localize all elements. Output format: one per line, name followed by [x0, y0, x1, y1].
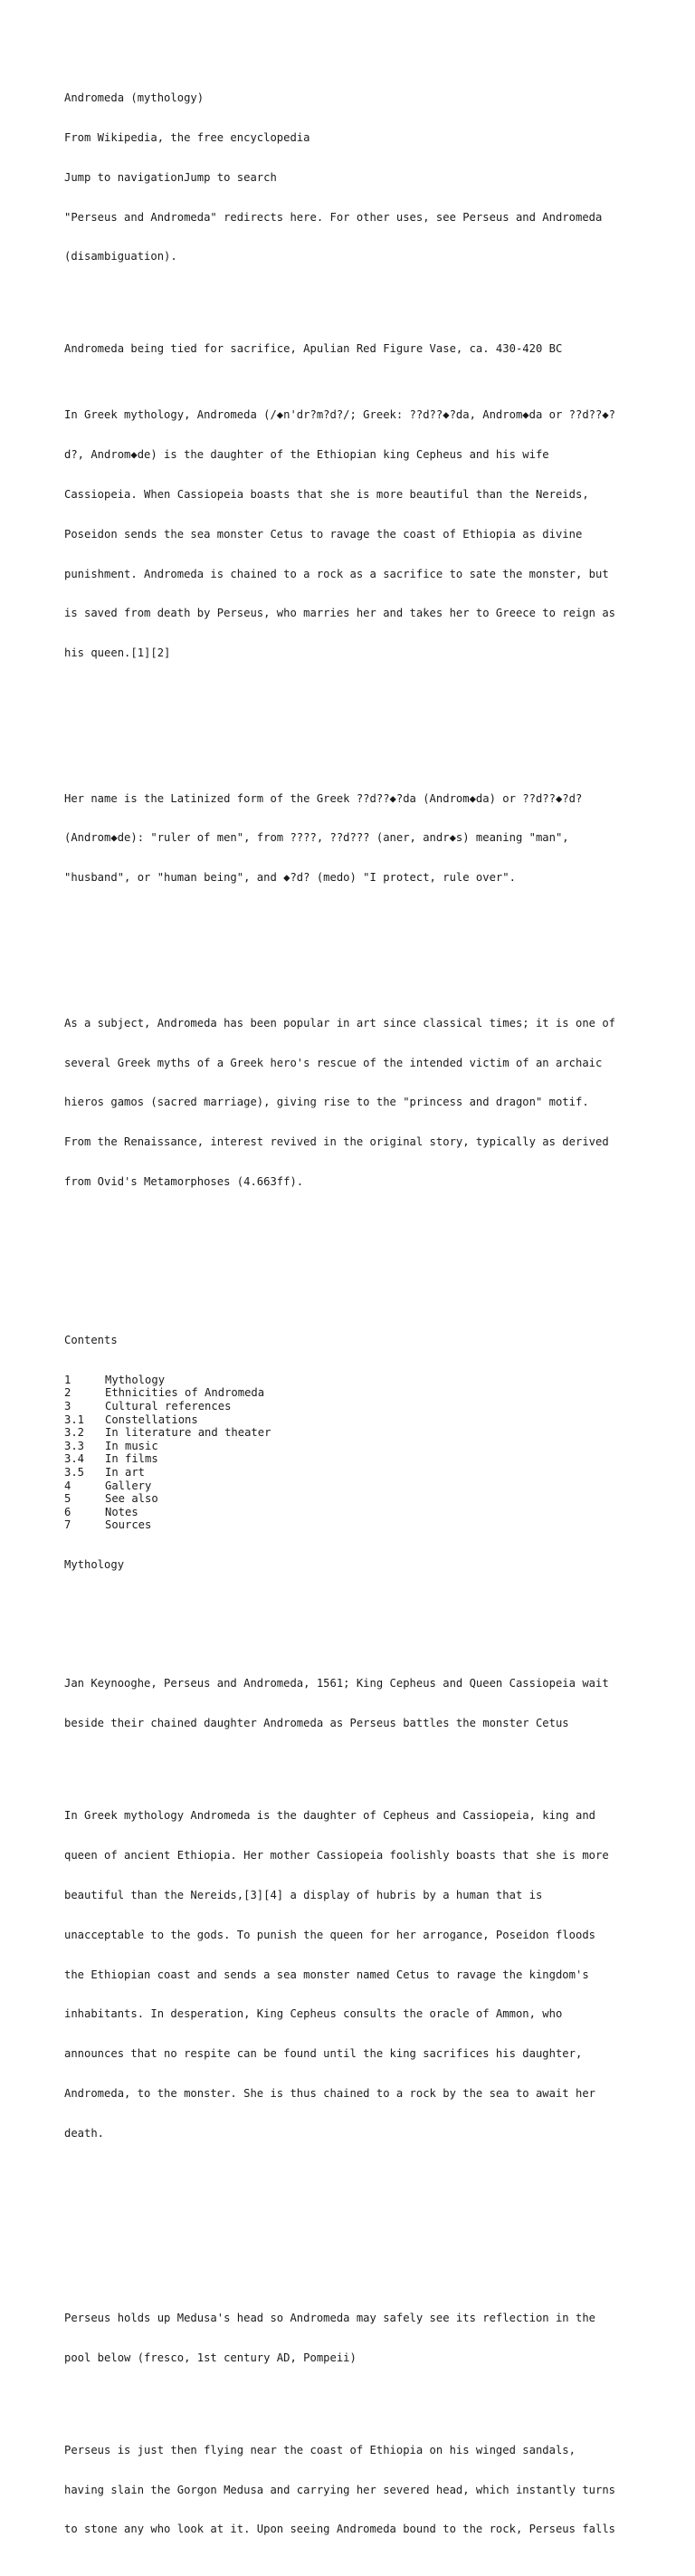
toc-number: 3 — [64, 1399, 71, 1412]
text-line: queen of ancient Ethiopia. Her mother Cassiopeia foolishly boasts that she is more — [64, 1849, 609, 1863]
toc-number: 5 — [64, 1492, 71, 1506]
toc-item[interactable] — [64, 1374, 643, 1387]
toc-item[interactable] — [64, 1440, 643, 1453]
source-line: From Wikipedia, the free encyclopedia — [64, 130, 310, 144]
text-line: several Greek myths of a Greek hero's rescue of the intended victim of an archaic — [64, 1056, 603, 1069]
toc-item[interactable] — [64, 1386, 643, 1400]
text-line: beautiful than the Nereids,[3][4] a display of hubris by a human that is — [64, 1888, 543, 1901]
article-title: Andromeda (mythology) — [64, 91, 205, 105]
text-line: Perseus holds up Medusa's head so Andromeda may safely see its reflection in the — [64, 2311, 595, 2324]
toc-label[interactable]: In music — [105, 1439, 158, 1452]
text-line: punishment. Andromeda is chained to a rock as a sacrifice to sate the monster, but — [64, 567, 609, 580]
name-paragraph — [64, 765, 643, 911]
text-line: As a subject, Andromeda has been popular in art since classical times; it is one of — [64, 1016, 616, 1029]
text-line: beside their chained daughter Andromeda as Perseus battles the monster Cetus — [64, 1717, 569, 1730]
toc-number: 7 — [64, 1518, 71, 1532]
text-line: Cassiopeia. When Cassiopeia boasts that she is more beautiful than the Nereids, — [64, 488, 589, 501]
image-caption: Andromeda being tied for sacrifice, Apulian Red Figure Vase, ca. 430-420 BC — [64, 342, 563, 356]
toc-number: 3.4 — [64, 1452, 85, 1466]
redirect-note: "Perseus and Andromeda" redirects here. For other uses, see Perseus and Andromeda — [64, 210, 603, 224]
toc-label[interactable]: Sources — [105, 1518, 152, 1532]
text-line: the Ethiopian coast and sends a sea monster named Cetus to ravage the kingdom's — [64, 1968, 589, 1981]
perseus-paragraph — [64, 2418, 643, 2563]
section-heading-mythology: Mythology — [64, 1558, 125, 1572]
text-line: In Greek mythology, Andromeda (/◆n'dr?m?d?/; Greek: ??d??◆?da, Androm◆da or ??d??◆? — [64, 408, 616, 422]
toc-label[interactable]: Gallery — [105, 1479, 152, 1492]
toc-item[interactable] — [64, 1518, 643, 1532]
toc-label[interactable]: See also — [105, 1492, 158, 1506]
toc-label[interactable]: In literature and theater — [105, 1426, 271, 1440]
text-line: having slain the Gorgon Medusa and carrying her severed head, which instantly turns — [64, 2483, 616, 2496]
toc-item[interactable] — [64, 1506, 643, 1519]
text-line: to stone any who look at it. Upon seeing Andromeda bound to the rock, Perseus falls — [64, 2523, 616, 2536]
subject-paragraph — [64, 991, 643, 1215]
text-line: d?, Androm◆de) is the daughter of the Ethiopian king Cepheus and his wife — [64, 448, 549, 462]
text-line: "husband", or "human being", and ◆?d? (medo) "I protect, rule over". — [64, 871, 516, 885]
toc-label[interactable]: In art — [105, 1465, 146, 1479]
toc-number: 2 — [64, 1386, 71, 1400]
text-line: from Ovid's Metamorphoses (4.663ff). — [64, 1174, 304, 1188]
text-line: inhabitants. In desperation, King Cepheus consults the oracle of Ammon, who — [64, 2007, 563, 2021]
toc-item[interactable] — [64, 1480, 643, 1493]
toc-item[interactable] — [64, 1452, 643, 1466]
text-line: From the Renaissance, interest revived in the original story, typically as derived — [64, 1135, 609, 1149]
toc-label[interactable]: Constellations — [105, 1412, 198, 1426]
toc-item[interactable] — [64, 1413, 643, 1427]
text-line: hieros gamos (sacred marriage), giving rise to the "princess and dragon" motif. — [64, 1096, 589, 1109]
text-line: In Greek mythology Andromeda is the daughter of Cepheus and Cassiopeia, king and — [64, 1809, 595, 1823]
image-caption — [64, 1651, 643, 1757]
toc-item[interactable] — [64, 1426, 643, 1440]
text-line: Her name is the Latinized form of the Greek ??d??◆?da (Androm◆da) or ??d??◆?d? — [64, 791, 583, 805]
contents-heading: Contents — [64, 1334, 118, 1346]
text-line: his queen.[1][2] — [64, 646, 171, 660]
text-line: announces that no respite can be found until the king sacrifices his daughter, — [64, 2047, 583, 2061]
text-line: death. — [64, 2126, 105, 2140]
text-line: is saved from death by Perseus, who marries her and takes her to Greece to reign as — [64, 607, 616, 620]
redirect-note: (disambiguation). — [64, 250, 177, 263]
toc-number: 3.5 — [64, 1465, 85, 1479]
document-page — [64, 65, 643, 2576]
toc-item[interactable] — [64, 1492, 643, 1506]
image-caption — [64, 2285, 643, 2391]
toc-label[interactable]: Notes — [105, 1505, 138, 1518]
toc-item[interactable] — [64, 1466, 643, 1480]
text-line: Andromeda, to the monster. She is thus chained to a rock by the sea to await her — [64, 2086, 595, 2100]
toc-number: 3.1 — [64, 1412, 85, 1426]
toc-number: 3.3 — [64, 1439, 85, 1452]
toc-label[interactable]: Ethnicities of Andromeda — [105, 1386, 265, 1400]
text-line: pool below (fresco, 1st century AD, Pompeii) — [64, 2351, 357, 2364]
intro-paragraph — [64, 382, 643, 686]
text-line: unacceptable to the gods. To punish the queen for her arrogance, Poseidon floods — [64, 1928, 595, 1941]
toc-number: 1 — [64, 1373, 71, 1386]
toc-label[interactable]: In films — [105, 1452, 158, 1466]
table-of-contents — [64, 1374, 643, 1532]
text-line: Poseidon sends the sea monster Cetus to ravage the coast of Ethiopia as divine — [64, 527, 583, 541]
jump-links: Jump to navigationJump to search — [64, 170, 277, 184]
text-line: (Androm◆de): "ruler of men", from ????, ??d??? (aner, andr◆s) meaning "man", — [64, 831, 569, 845]
toc-item[interactable] — [64, 1400, 643, 1413]
toc-label[interactable]: Mythology — [105, 1373, 166, 1386]
toc-number: 4 — [64, 1479, 71, 1492]
mythology-paragraph — [64, 1783, 643, 2166]
text-line: Perseus is just then flying near the coast of Ethiopia on his winged sandals, — [64, 2443, 576, 2456]
toc-label[interactable]: Cultural references — [105, 1399, 232, 1412]
toc-number: 3.2 — [64, 1426, 85, 1440]
toc-number: 6 — [64, 1505, 71, 1518]
text-line: Jan Keynooghe, Perseus and Andromeda, 1561; King Cepheus and Queen Cassiopeia wait — [64, 1677, 609, 1690]
